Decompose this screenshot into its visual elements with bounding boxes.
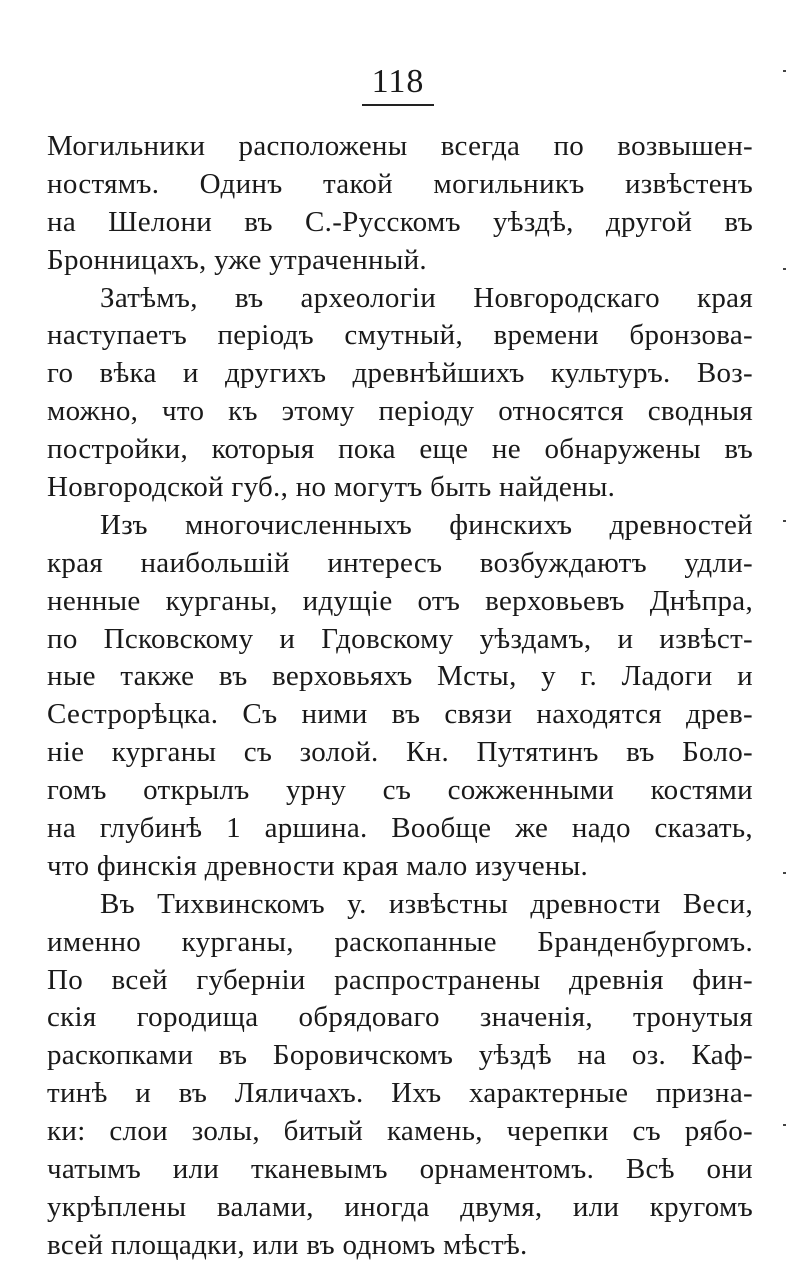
text-line: можно, что къ этому періоду относятся сводныя — [47, 395, 753, 428]
text-line: ные также въ верховьяхъ Мсты, у г. Ладоги и — [47, 660, 753, 693]
text-line: скія городища обрядоваго значенія, тронутыя — [47, 1001, 753, 1034]
text-line: чатымъ или тканевымъ орнаментомъ. Всѣ они — [47, 1153, 753, 1186]
text-line: Изъ многочисленныхъ финскихъ древностей — [100, 508, 753, 541]
text-line: что финскія древности края мало изучены. — [47, 849, 589, 882]
edge-mark — [783, 268, 786, 270]
text-line: на Шелони въ С.-Русскомъ уѣздѣ, другой въ — [47, 205, 753, 238]
text-line: ностямъ. Одинъ такой могильникъ извѣстенъ — [47, 167, 753, 200]
text-line: наступаетъ періодъ смутный, времени бронзова- — [47, 319, 753, 352]
text-line: Бронницахъ, уже утраченный. — [47, 243, 427, 276]
text-line: ніе курганы съ золой. Кн. Путятинъ въ Боло- — [47, 736, 753, 769]
edge-mark — [783, 520, 786, 522]
text-line: Новгородской губ., но могутъ быть найдены. — [47, 471, 616, 504]
edge-mark — [783, 70, 786, 72]
text-line: на глубинѣ 1 аршина. Вообще же надо сказать, — [47, 812, 753, 845]
text-line: ки: слои золы, битый камень, черепки съ рябо- — [47, 1115, 753, 1148]
text-line: го вѣка и другихъ древнѣйшихъ культуръ. Воз- — [47, 357, 753, 390]
text-line: укрѣплены валами, иногда двумя, или кругомъ — [47, 1190, 753, 1223]
text-line: По всей губерніи распространены древнія фин- — [47, 963, 753, 996]
text-line: всей площадки, или въ одномъ мѣстѣ. — [47, 1228, 528, 1261]
edge-mark — [783, 1124, 786, 1126]
text-line: гомъ открылъ урну съ сожженными костями — [47, 774, 753, 807]
text-line: именно курганы, раскопанные Бранденбургомъ. — [47, 925, 753, 958]
text-line: Сестрорѣцка. Съ ними въ связи находятся древ- — [47, 698, 753, 731]
text-line: ненные курганы, идущіе отъ верховьевъ Днѣпра, — [47, 584, 753, 617]
text-line: края наибольшій интересъ возбуждаютъ удли- — [47, 546, 753, 579]
text-line: раскопками въ Боровичскомъ уѣздѣ на оз. Каф- — [47, 1039, 753, 1072]
edge-mark — [783, 872, 786, 874]
page-number: 118 — [371, 63, 425, 100]
text-line: тинѣ и въ Ляличахъ. Ихъ характерные призна- — [47, 1077, 753, 1110]
text-line: постройки, которыя пока еще не обнаружены въ — [47, 433, 753, 466]
body-text — [47, 128, 753, 1265]
text-line: Могильники расположены всегда по возвышен- — [47, 130, 753, 162]
text-line: Въ Тихвинскомъ у. извѣстны древности Веси, — [100, 887, 753, 920]
text-line: по Псковскому и Гдовскому уѣздамъ, и извѣст- — [47, 622, 753, 655]
page-number-rule — [362, 104, 434, 106]
text-line: Затѣмъ, въ археологіи Новгородскаго края — [100, 281, 753, 314]
